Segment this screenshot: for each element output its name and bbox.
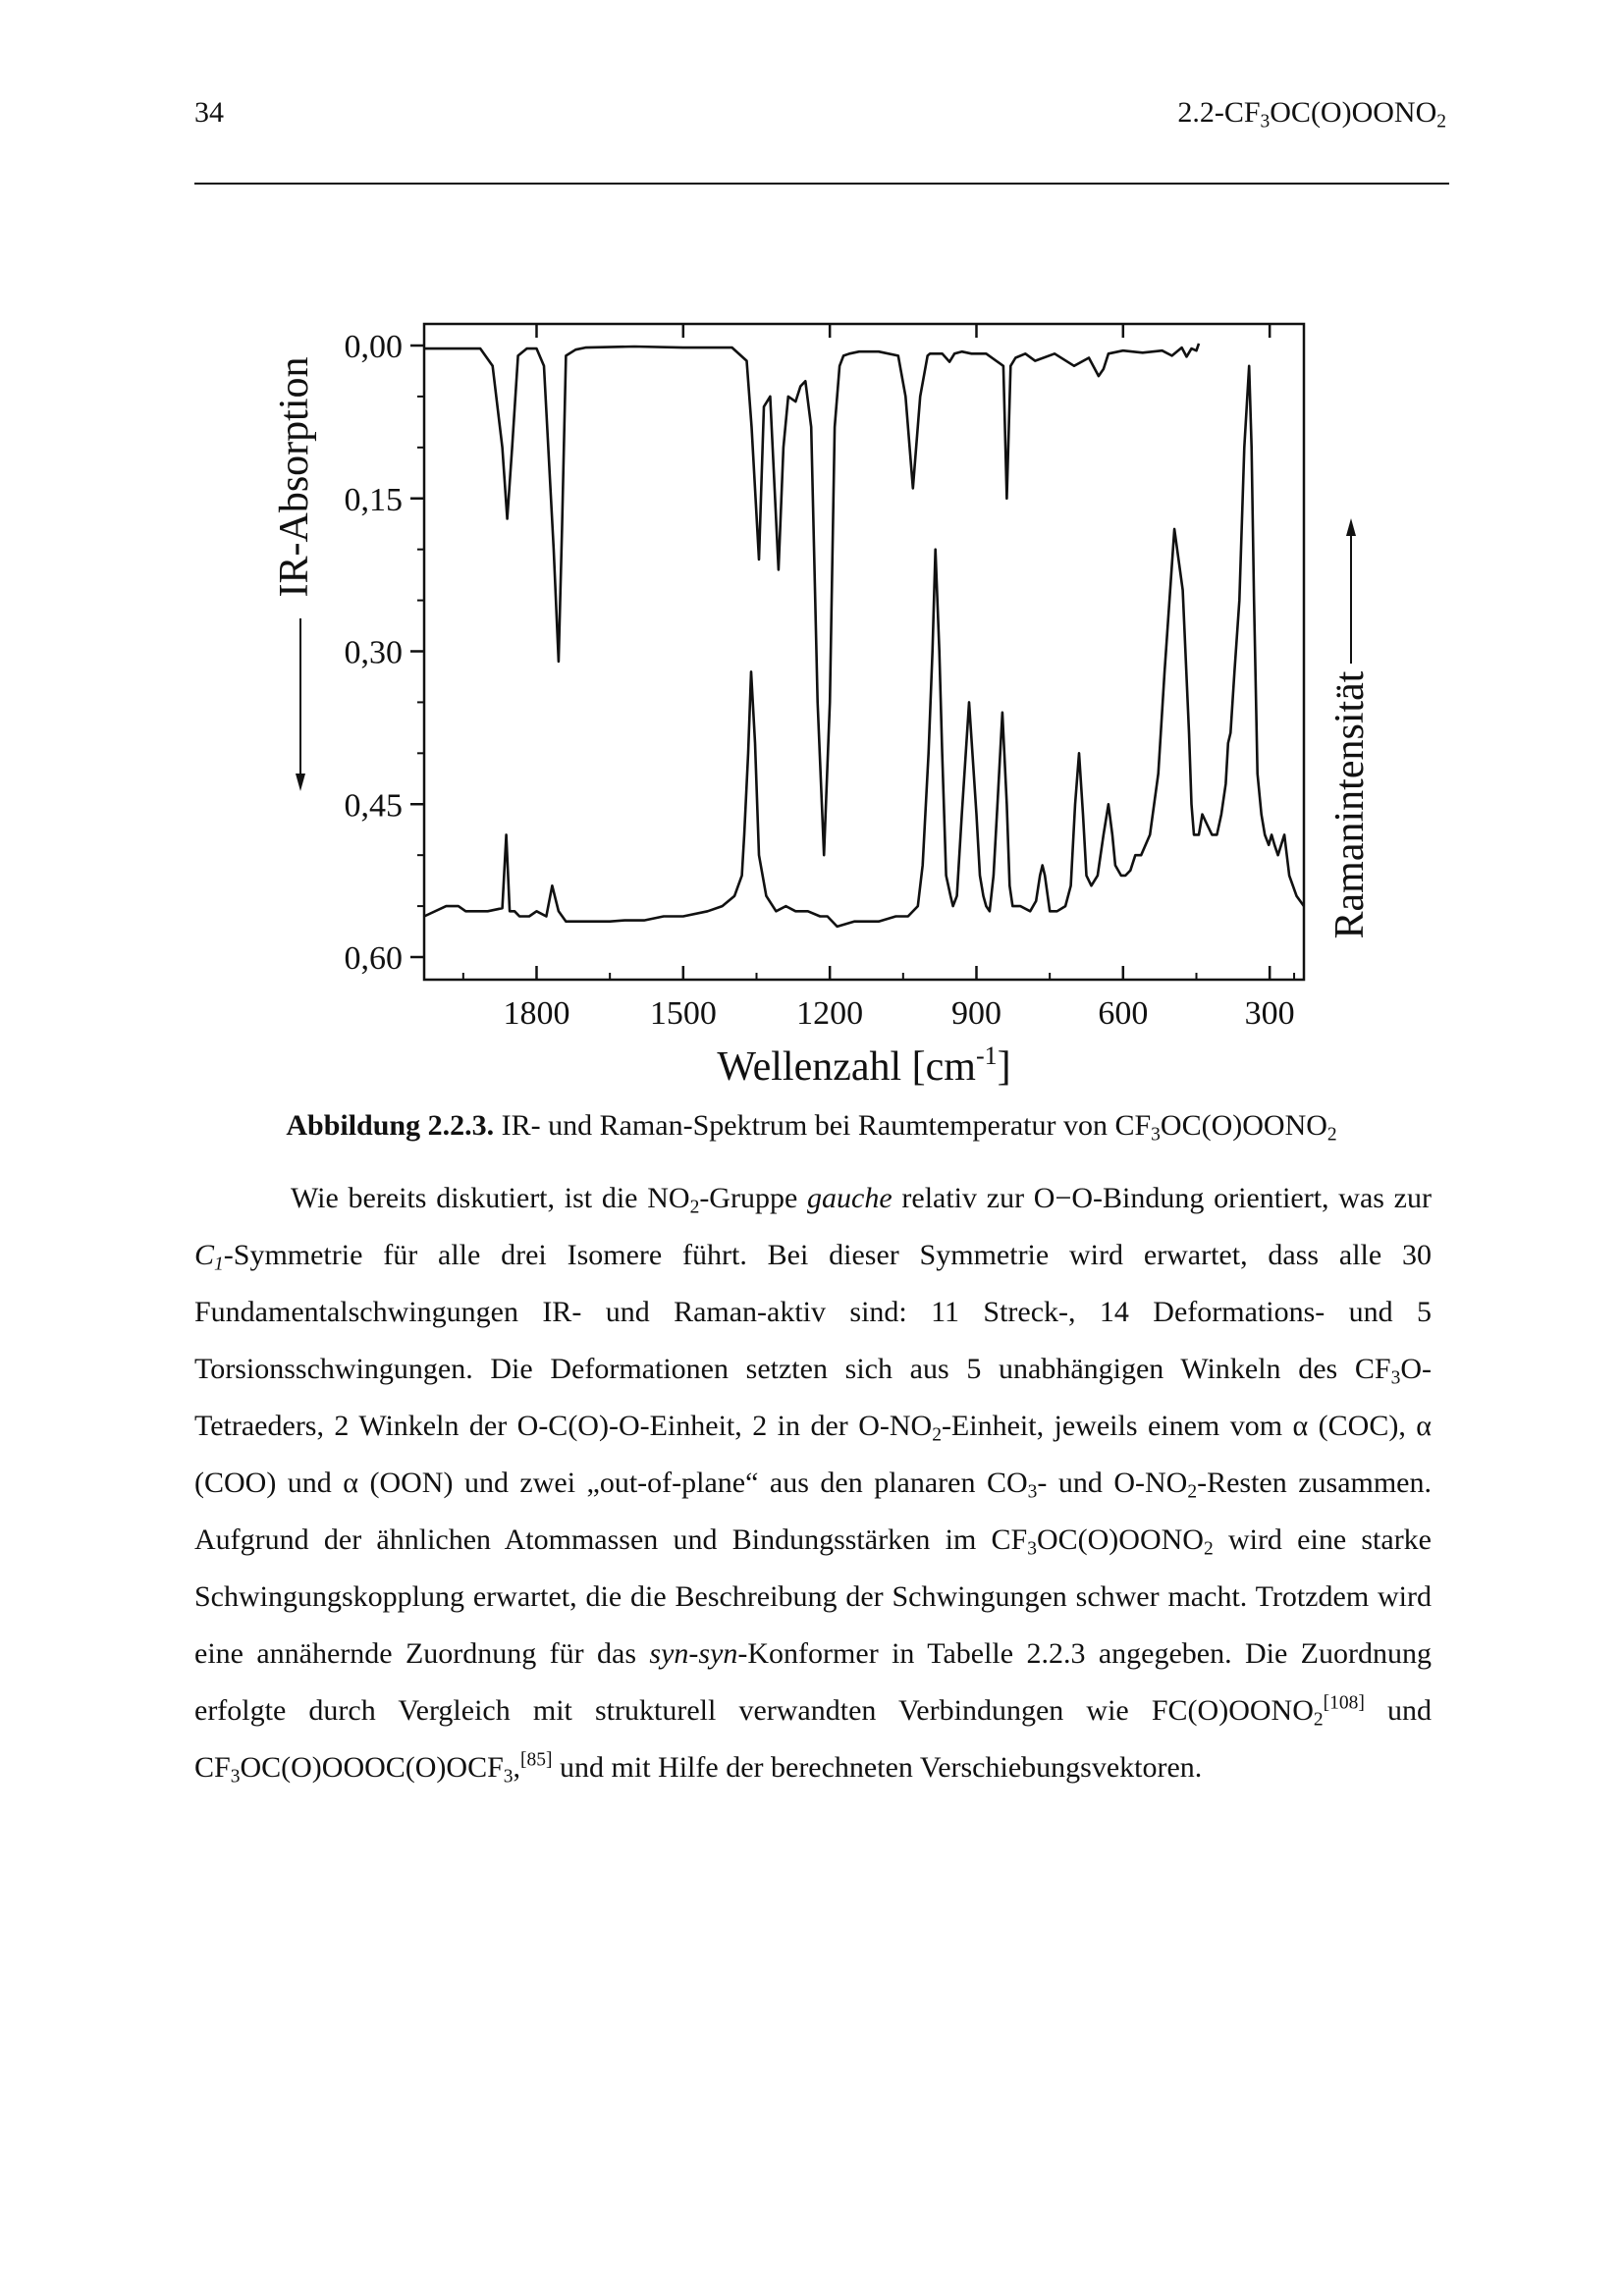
- running-head: $2.2-CF_3OC(O)OONO_2$: [1177, 96, 1446, 133]
- x-tick-label: 600: [1098, 995, 1149, 1032]
- raman-arrow-head: [1346, 518, 1356, 536]
- x-ticks: [463, 324, 1295, 1032]
- x-tick-label: 1800: [503, 995, 570, 1032]
- raman-spectrum-line: [424, 366, 1304, 927]
- ir-arrow-head: [296, 774, 305, 791]
- x-tick-label: 300: [1244, 995, 1295, 1032]
- y-axis-label-right: Ramanintensität: [1327, 670, 1373, 939]
- spectrum-figure: [0, 0, 1623, 1109]
- y-tick-label: 0,45: [344, 787, 403, 825]
- x-axis-label: Wellenzahl $[cm^{-1}]$: [717, 1041, 1011, 1090]
- caption-label: Abbildung 2.2.3.: [286, 1109, 495, 1142]
- ir-spectrum-line: [424, 344, 1199, 855]
- figure-caption: Abbildung 2.2.3. IR- und Raman-Spektrum bei Raumtemperatur von $CF_3OC(O)OONO_2$: [286, 1109, 1337, 1146]
- page-number: 34: [194, 96, 224, 129]
- y-axis-label-left: IR-Absorption: [272, 356, 317, 598]
- x-tick-label: 1500: [649, 995, 717, 1032]
- plot-frame: [424, 324, 1304, 980]
- x-tick-label: 900: [950, 995, 1001, 1032]
- y-ticks: [345, 329, 425, 977]
- body-paragraph: Wie bereits diskutiert, ist die $NO_2$-Gruppe gauche relativ zur O−O-Bindung orientiert, was zur $C_1$-Symmetrie für alle drei Isomere führt. Bei dieser Symmetrie wird erwartet, dass alle 30 Fundamentalschwingungen IR- und Raman-aktiv sind: 11 Streck-, 14 Deformations- und 5 Torsionsschwingungen. Die Deformationen setzten sich aus 5 unabhängigen Winkeln des $CF_3O$-Tetraeders, 2 Winkeln der O-C(O)-O-Einheit, 2 in der $O-NO_2$-Einheit, jeweils einem vom α (COC), α (COO) und α (OON) und zwei „out-of-plane“ aus den planaren $CO_3-$ und $O-NO_2$-Resten zusammen. Aufgrund der ähnlichen Atommassen und Bindungsstärken im $CF_3OC(O)OONO_2$ wird eine starke Schwingungskopplung erwartet, die die Beschreibung der Schwingungen schwer macht. Trotzdem wird eine annähernde Zuordnung für das syn-syn-Konformer in Tabelle 2.2.3 angegeben. Die Zuordnung erfolgte durch Vergleich mit strukturell verwandten Verbindungen wie $FC(O)OONO_2[108]$ und $CF_3OC(O)OOOC(O)OCF_3,[85]$ und mit Hilfe der berechneten Verschiebungsvektoren.: [194, 1182, 1432, 1788]
- x-tick-label: 1200: [796, 995, 864, 1032]
- y-tick-label: 0,15: [344, 481, 403, 518]
- y-tick-label: 0,00: [344, 329, 403, 365]
- y-tick-label: 0,60: [344, 940, 403, 977]
- y-tick-label: 0,30: [344, 634, 403, 671]
